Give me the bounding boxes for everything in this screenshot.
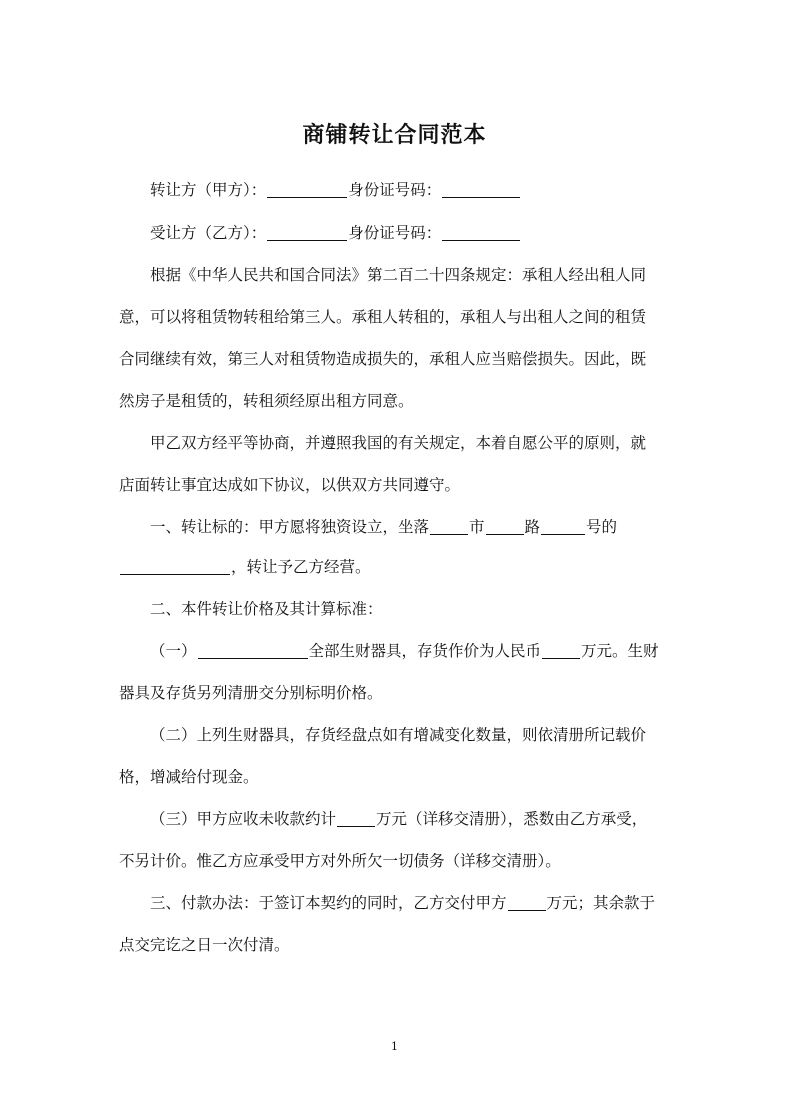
paragraph-line: 然房子是租赁的，转租须经原出租方同意。 [119, 392, 414, 410]
clause-2-1-line [150, 641, 710, 661]
paragraph-line: 根据《中华人民共和国合同法》第二百二十四条规定：承租人经出租人同 [150, 266, 647, 284]
transferee-id-label: 身份证号码： [348, 224, 442, 242]
transferee-line [150, 223, 710, 243]
transferee-blank [267, 224, 347, 241]
clause-3-text-end: 万元；其余款于 [546, 894, 656, 912]
clause-1-line [150, 517, 710, 537]
transferor-blank [267, 181, 347, 198]
transferor-id-blank [442, 181, 520, 198]
equipment-blank [198, 642, 308, 659]
address-blank [120, 558, 230, 575]
clause-2-1-text: 全部生财器具，存货作价为人民币 [308, 642, 542, 660]
clause-3-text: 三、付款办法：于签订本契约的同时，乙方交付甲方 [150, 894, 507, 912]
paragraph-line: 合同继续有效，第三人对租赁物造成损失的，承租人应当赔偿损失。因此，既 [119, 350, 647, 368]
transferor-label: 转让方（甲方）： [150, 181, 267, 199]
paragraph-line: 不另计价。惟乙方应承受甲方对外所欠一切债务（详移交清册）。 [119, 852, 561, 870]
clause-2-heading: 二、本件转让价格及其计算标准： [150, 600, 383, 618]
clause-2-3-line [150, 809, 710, 829]
clause-3-line [150, 893, 710, 913]
receivable-blank [337, 810, 375, 827]
number-label: 号的 [586, 518, 618, 536]
clause-1-cont-line [119, 557, 679, 577]
paragraph-line: （二）上列生财器具，存货经盘点如有增减变化数量，则依清册所记载价 [150, 726, 647, 744]
price-blank [542, 642, 580, 659]
transferor-line [150, 180, 710, 200]
clause-1-text: 一、转让标的：甲方愿将独资设立，坐落 [150, 518, 430, 536]
page-number: 1 [391, 1040, 398, 1053]
road-label: 路 [524, 518, 541, 536]
transferee-label: 受让方（乙方）： [150, 224, 267, 242]
city-blank [430, 518, 468, 535]
paragraph-line: 格，增减给付现金。 [119, 768, 259, 786]
clause-2-3-text: （三）甲方应收未收款约计 [150, 810, 337, 828]
clause-2-1-marker: （一） [150, 642, 197, 660]
road-blank [486, 518, 524, 535]
payment-blank [508, 894, 546, 911]
paragraph-line: 点交完讫之日一次付清。 [119, 936, 290, 954]
transferee-id-blank [442, 224, 520, 241]
paragraph-line: 甲乙双方经平等协商，并遵照我国的有关规定，本着自愿公平的原则，就 [150, 434, 647, 452]
transferor-id-label: 身份证号码： [348, 181, 442, 199]
clause-2-3-text-end: 万元（详移交清册），悉数由乙方承受， [376, 810, 648, 828]
document-title: 商铺转让合同范本 [302, 122, 487, 148]
number-blank [541, 518, 585, 535]
clause-1-cont-text: ，转让予乙方经营。 [231, 558, 371, 576]
paragraph-line: 店面转让事宜达成如下协议，以供双方共同遵守。 [119, 476, 461, 494]
paragraph-line: 意，可以将租赁物转租给第三人。承租人转租的，承租人与出租人之间的租赁 [119, 308, 647, 326]
clause-2-1-text-end: 万元。生财 [581, 642, 659, 660]
city-label: 市 [469, 518, 485, 536]
paragraph-line: 器具及存货另列清册交分别标明价格。 [119, 684, 383, 702]
